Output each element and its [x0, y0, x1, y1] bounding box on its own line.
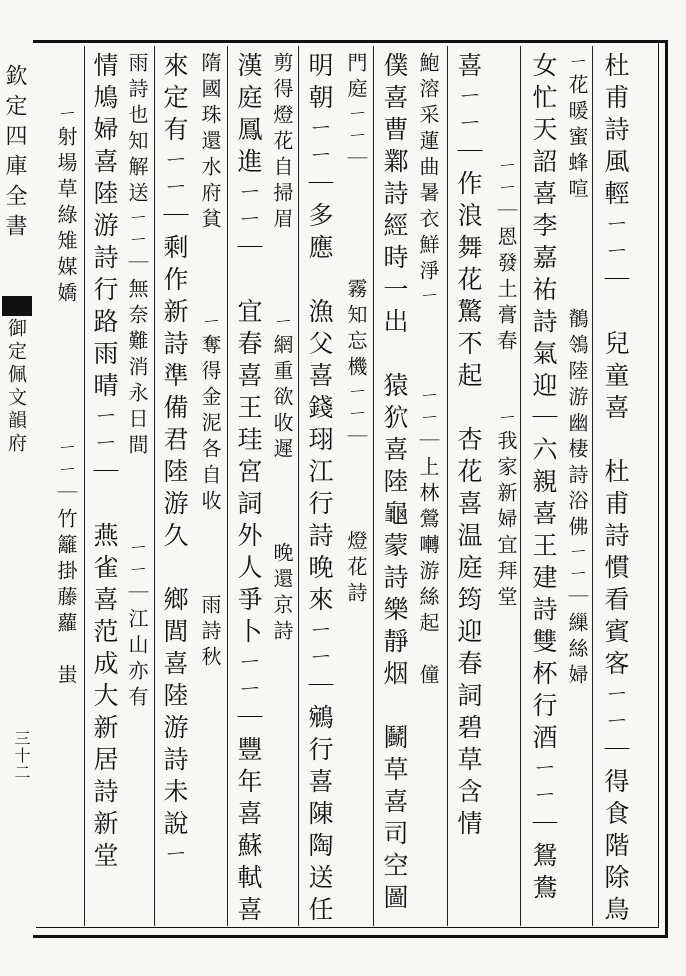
column-rule	[447, 46, 448, 926]
text-column: 明朝ㄧㄧ｜多應 漁父喜錢珝江行詩晚來ㄧㄧ｜鵷行喜陳陶送任	[305, 52, 334, 928]
text-column: 來定有ㄧㄧ｜剩作新詩準備君陸游久 鄉閭喜陸游詩未說ㄧ	[160, 52, 189, 869]
text-column: 剪得燈花自掃眉 ㄧ網重欲收遲 晚還京詩	[270, 52, 294, 646]
text-column: 鮑溶采蓮曲暑衣鮮淨ㄧ ㄧㄧ｜上林鶯囀游絲起 僮	[416, 52, 440, 690]
book-title: 欽定四庫全書	[2, 64, 27, 244]
text-column: 女忙天詔喜李嘉祐詩氣迎｜六親喜王建詩雙杯行酒ㄧㄧ｜鴛鴦	[529, 52, 558, 906]
text-column: ㄧ花暖蜜蜂喧 鶺鴒陸游幽棲詩浴佛ㄧㄧ｜繅絲婦	[565, 52, 589, 690]
text-column: 喜ㄧㄧ｜作浪舞花驚不起 杏花喜温庭筠迎春詞碧草含情	[454, 52, 483, 842]
text-column: ㄧ射場草綠雉媒嬌 ㄧㄧ｜竹籬掛藤蘿 蚩	[54, 52, 78, 690]
column-rule	[227, 46, 228, 926]
page-number: 三十二	[12, 730, 31, 781]
column-rule	[592, 46, 593, 926]
text-column: 情鳩婦喜陸游詩行路雨晴ㄧㄧ｜ 燕雀喜范成大新居詩新堂	[90, 52, 119, 874]
column-rule	[154, 46, 155, 926]
fishtail-mark	[2, 296, 32, 316]
column-rule	[84, 46, 85, 926]
column-rule	[520, 46, 521, 926]
text-column: 雨詩也知解送ㄧㄧ｜無奈難消永日間 ㄧㄧ｜江山亦有	[125, 52, 149, 712]
column-rule	[298, 46, 299, 926]
text-column: 門庭ㄧㄧ｜ 霧知忘機ㄧㄧ｜ 燈花詩	[344, 52, 368, 608]
column-rule	[373, 46, 374, 926]
text-column: 杜甫詩風輕ㄧㄧ｜ 兒童喜 杜甫詩慣看賓客ㄧㄧ｜得食階除鳥	[601, 52, 630, 928]
text-column: 僕喜曹鄴詩經時一出 猿狖喜陸龜蒙詩樂靜烟 鬭草喜司空圖	[380, 52, 409, 916]
text-column: 隋國珠還水府貧 ㄧ奪得金泥各自收 雨詩秋	[198, 52, 222, 672]
volume-title: 御定佩文韻府	[5, 318, 27, 456]
text-column: 漢庭鳳進ㄧㄧ｜ 宜春喜王珪宮詞外人爭卜ㄧㄧ｜豐年喜蘇軾喜	[234, 52, 263, 928]
text-column: ㄧㄧ｜恩發土膏春 ㄧ我家新婦宜拜堂	[494, 52, 518, 612]
